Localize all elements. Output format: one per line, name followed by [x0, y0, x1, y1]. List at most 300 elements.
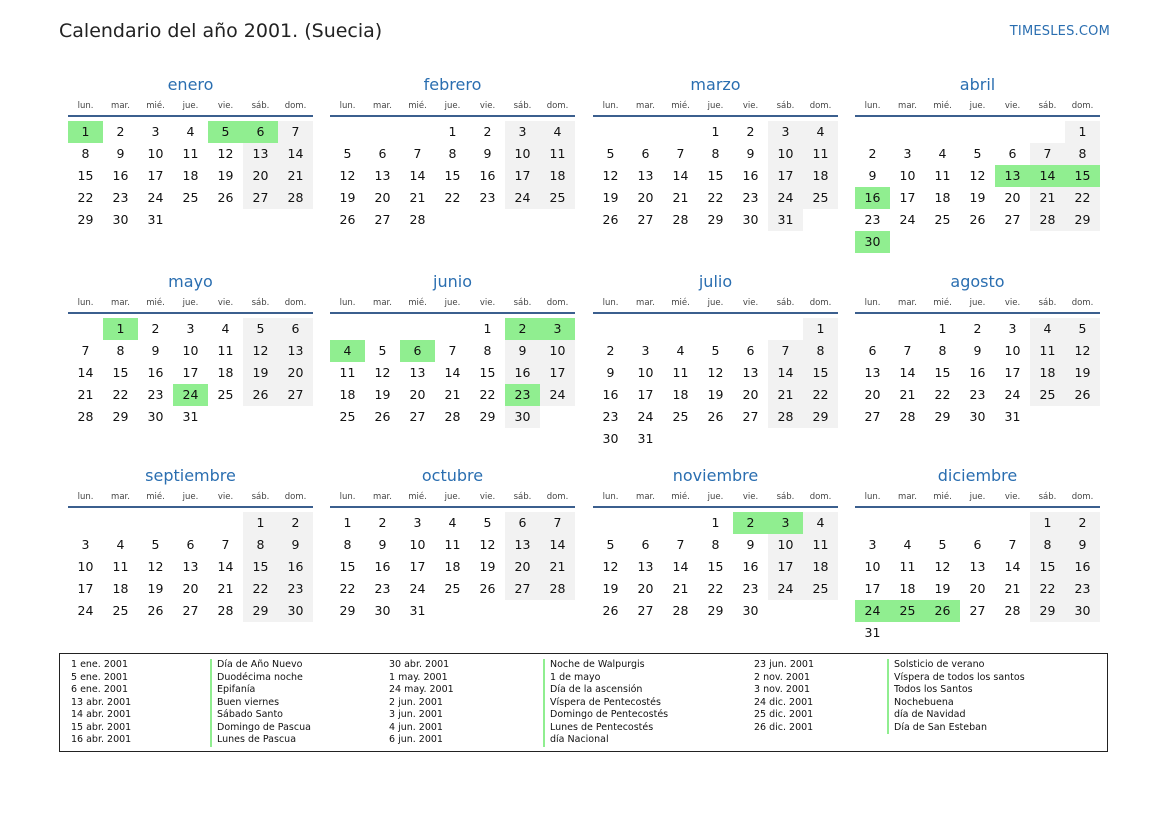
- day-cell[interactable]: 9: [868, 168, 877, 183]
- day-cell[interactable]: 2: [483, 124, 492, 139]
- day-cell[interactable]: 16: [742, 559, 759, 574]
- day-cell[interactable]: 2: [868, 146, 877, 161]
- day-cell[interactable]: 1: [1030, 512, 1065, 534]
- day-cell[interactable]: 7: [278, 121, 313, 143]
- day-cell[interactable]: 7: [81, 343, 90, 358]
- day-cell[interactable]: 17: [182, 365, 199, 380]
- day-cell[interactable]: 25: [803, 187, 838, 209]
- day-cell[interactable]: 27: [969, 603, 986, 618]
- day-cell[interactable]: 26: [707, 409, 724, 424]
- holiday-day-cell[interactable]: 5: [208, 121, 243, 143]
- day-cell[interactable]: 2: [1065, 512, 1100, 534]
- day-cell[interactable]: 20: [969, 581, 986, 596]
- day-cell[interactable]: 27: [182, 603, 199, 618]
- day-cell[interactable]: 6: [378, 146, 387, 161]
- day-cell[interactable]: 12: [707, 365, 724, 380]
- day-cell[interactable]: 23: [112, 190, 129, 205]
- day-cell[interactable]: 14: [768, 362, 803, 384]
- day-cell[interactable]: 29: [1030, 600, 1065, 622]
- day-cell[interactable]: 28: [77, 409, 94, 424]
- day-cell[interactable]: 10: [637, 365, 654, 380]
- day-cell[interactable]: 14: [77, 365, 94, 380]
- day-cell[interactable]: 22: [1030, 578, 1065, 600]
- day-cell[interactable]: 4: [1030, 318, 1065, 340]
- day-cell[interactable]: 21: [672, 190, 689, 205]
- day-cell[interactable]: 31: [182, 409, 199, 424]
- day-cell[interactable]: 23: [278, 578, 313, 600]
- day-cell[interactable]: 11: [444, 537, 461, 552]
- day-cell[interactable]: 6: [1008, 146, 1017, 161]
- day-cell[interactable]: 3: [768, 121, 803, 143]
- holiday-day-cell[interactable]: 24: [173, 384, 208, 406]
- day-cell[interactable]: 8: [1030, 534, 1065, 556]
- day-cell[interactable]: 12: [243, 340, 278, 362]
- day-cell[interactable]: 2: [116, 124, 125, 139]
- day-cell[interactable]: 1: [938, 321, 947, 336]
- day-cell[interactable]: 29: [339, 603, 356, 618]
- day-cell[interactable]: 22: [1065, 187, 1100, 209]
- holiday-day-cell[interactable]: 2: [733, 512, 768, 534]
- day-cell[interactable]: 5: [483, 515, 492, 530]
- day-cell[interactable]: 26: [243, 384, 278, 406]
- day-cell[interactable]: 31: [768, 209, 803, 231]
- day-cell[interactable]: 25: [672, 409, 689, 424]
- day-cell[interactable]: 12: [934, 559, 951, 574]
- holiday-day-cell[interactable]: 16: [855, 187, 890, 209]
- day-cell[interactable]: 30: [602, 431, 619, 446]
- day-cell[interactable]: 11: [899, 559, 916, 574]
- day-cell[interactable]: 4: [540, 121, 575, 143]
- day-cell[interactable]: 8: [243, 534, 278, 556]
- day-cell[interactable]: 17: [768, 165, 803, 187]
- day-cell[interactable]: 30: [112, 212, 129, 227]
- day-cell[interactable]: 25: [540, 187, 575, 209]
- day-cell[interactable]: 7: [768, 340, 803, 362]
- day-cell[interactable]: 14: [1004, 559, 1021, 574]
- day-cell[interactable]: 24: [77, 603, 94, 618]
- day-cell[interactable]: 23: [742, 581, 759, 596]
- day-cell[interactable]: 27: [742, 409, 759, 424]
- day-cell[interactable]: 25: [934, 212, 951, 227]
- holiday-day-cell[interactable]: 1: [103, 318, 138, 340]
- day-cell[interactable]: 11: [217, 343, 234, 358]
- day-cell[interactable]: 20: [182, 581, 199, 596]
- day-cell[interactable]: 4: [803, 512, 838, 534]
- holiday-day-cell[interactable]: 25: [890, 600, 925, 622]
- day-cell[interactable]: 17: [77, 581, 94, 596]
- day-cell[interactable]: 13: [637, 168, 654, 183]
- day-cell[interactable]: 24: [540, 384, 575, 406]
- day-cell[interactable]: 23: [147, 387, 164, 402]
- day-cell[interactable]: 18: [1030, 362, 1065, 384]
- day-cell[interactable]: 5: [973, 146, 982, 161]
- day-cell[interactable]: 23: [864, 212, 881, 227]
- day-cell[interactable]: 24: [637, 409, 654, 424]
- day-cell[interactable]: 28: [768, 406, 803, 428]
- day-cell[interactable]: 7: [903, 343, 912, 358]
- day-cell[interactable]: 2: [746, 124, 755, 139]
- day-cell[interactable]: 24: [768, 578, 803, 600]
- day-cell[interactable]: 29: [707, 212, 724, 227]
- day-cell[interactable]: 13: [182, 559, 199, 574]
- day-cell[interactable]: 14: [540, 534, 575, 556]
- day-cell[interactable]: 10: [77, 559, 94, 574]
- day-cell[interactable]: 7: [676, 146, 685, 161]
- day-cell[interactable]: 14: [278, 143, 313, 165]
- holiday-day-cell[interactable]: 26: [925, 600, 960, 622]
- day-cell[interactable]: 6: [641, 146, 650, 161]
- day-cell[interactable]: 22: [112, 387, 129, 402]
- day-cell[interactable]: 10: [864, 559, 881, 574]
- day-cell[interactable]: 29: [803, 406, 838, 428]
- day-cell[interactable]: 21: [899, 387, 916, 402]
- day-cell[interactable]: 4: [903, 537, 912, 552]
- day-cell[interactable]: 12: [969, 168, 986, 183]
- day-cell[interactable]: 27: [637, 212, 654, 227]
- day-cell[interactable]: 10: [1004, 343, 1021, 358]
- day-cell[interactable]: 20: [374, 190, 391, 205]
- day-cell[interactable]: 20: [1004, 190, 1021, 205]
- day-cell[interactable]: 29: [112, 409, 129, 424]
- day-cell[interactable]: 7: [1030, 143, 1065, 165]
- day-cell[interactable]: 28: [540, 578, 575, 600]
- day-cell[interactable]: 15: [112, 365, 129, 380]
- day-cell[interactable]: 16: [742, 168, 759, 183]
- day-cell[interactable]: 19: [602, 190, 619, 205]
- day-cell[interactable]: 3: [151, 124, 160, 139]
- day-cell[interactable]: 20: [409, 387, 426, 402]
- day-cell[interactable]: 11: [112, 559, 129, 574]
- day-cell[interactable]: 14: [672, 168, 689, 183]
- day-cell[interactable]: 1: [803, 318, 838, 340]
- day-cell[interactable]: 2: [973, 321, 982, 336]
- day-cell[interactable]: 16: [112, 168, 129, 183]
- day-cell[interactable]: 12: [374, 365, 391, 380]
- day-cell[interactable]: 8: [343, 537, 352, 552]
- day-cell[interactable]: 22: [707, 581, 724, 596]
- day-cell[interactable]: 6: [868, 343, 877, 358]
- day-cell[interactable]: 8: [1065, 143, 1100, 165]
- day-cell[interactable]: 17: [1004, 365, 1021, 380]
- day-cell[interactable]: 7: [448, 343, 457, 358]
- day-cell[interactable]: 30: [1065, 600, 1100, 622]
- day-cell[interactable]: 29: [707, 603, 724, 618]
- day-cell[interactable]: 28: [444, 409, 461, 424]
- day-cell[interactable]: 3: [505, 121, 540, 143]
- day-cell[interactable]: 23: [1065, 578, 1100, 600]
- day-cell[interactable]: 9: [973, 343, 982, 358]
- day-cell[interactable]: 4: [938, 146, 947, 161]
- day-cell[interactable]: 21: [1004, 581, 1021, 596]
- day-cell[interactable]: 14: [217, 559, 234, 574]
- day-cell[interactable]: 21: [1030, 187, 1065, 209]
- day-cell[interactable]: 19: [217, 168, 234, 183]
- day-cell[interactable]: 18: [803, 165, 838, 187]
- holiday-day-cell[interactable]: 2: [505, 318, 540, 340]
- day-cell[interactable]: 22: [934, 387, 951, 402]
- day-cell[interactable]: 3: [641, 343, 650, 358]
- day-cell[interactable]: 11: [540, 143, 575, 165]
- day-cell[interactable]: 12: [339, 168, 356, 183]
- day-cell[interactable]: 18: [934, 190, 951, 205]
- day-cell[interactable]: 26: [217, 190, 234, 205]
- day-cell[interactable]: 5: [1065, 318, 1100, 340]
- day-cell[interactable]: 31: [864, 625, 881, 640]
- day-cell[interactable]: 30: [505, 406, 540, 428]
- day-cell[interactable]: 18: [444, 559, 461, 574]
- day-cell[interactable]: 12: [479, 537, 496, 552]
- day-cell[interactable]: 30: [374, 603, 391, 618]
- day-cell[interactable]: 1: [711, 124, 720, 139]
- day-cell[interactable]: 18: [339, 387, 356, 402]
- day-cell[interactable]: 19: [339, 190, 356, 205]
- day-cell[interactable]: 29: [77, 212, 94, 227]
- holiday-day-cell[interactable]: 6: [400, 340, 435, 362]
- day-cell[interactable]: 28: [1004, 603, 1021, 618]
- day-cell[interactable]: 24: [409, 581, 426, 596]
- day-cell[interactable]: 18: [672, 387, 689, 402]
- day-cell[interactable]: 11: [672, 365, 689, 380]
- day-cell[interactable]: 13: [409, 365, 426, 380]
- day-cell[interactable]: 16: [1065, 556, 1100, 578]
- day-cell[interactable]: 12: [147, 559, 164, 574]
- day-cell[interactable]: 5: [606, 146, 615, 161]
- day-cell[interactable]: 4: [116, 537, 125, 552]
- day-cell[interactable]: 17: [899, 190, 916, 205]
- day-cell[interactable]: 30: [969, 409, 986, 424]
- day-cell[interactable]: 11: [803, 534, 838, 556]
- day-cell[interactable]: 16: [969, 365, 986, 380]
- day-cell[interactable]: 25: [182, 190, 199, 205]
- day-cell[interactable]: 13: [969, 559, 986, 574]
- day-cell[interactable]: 9: [1065, 534, 1100, 556]
- day-cell[interactable]: 21: [444, 387, 461, 402]
- day-cell[interactable]: 25: [112, 603, 129, 618]
- day-cell[interactable]: 5: [606, 537, 615, 552]
- day-cell[interactable]: 16: [278, 556, 313, 578]
- day-cell[interactable]: 10: [409, 537, 426, 552]
- day-cell[interactable]: 23: [969, 387, 986, 402]
- day-cell[interactable]: 28: [1030, 209, 1065, 231]
- day-cell[interactable]: 17: [147, 168, 164, 183]
- day-cell[interactable]: 3: [1008, 321, 1017, 336]
- day-cell[interactable]: 3: [413, 515, 422, 530]
- site-link[interactable]: TIMESLES.COM: [1009, 24, 1110, 39]
- day-cell[interactable]: 27: [374, 212, 391, 227]
- day-cell[interactable]: 8: [448, 146, 457, 161]
- day-cell[interactable]: 17: [409, 559, 426, 574]
- day-cell[interactable]: 19: [707, 387, 724, 402]
- day-cell[interactable]: 28: [409, 212, 426, 227]
- holiday-day-cell[interactable]: 30: [855, 231, 890, 253]
- day-cell[interactable]: 2: [278, 512, 313, 534]
- day-cell[interactable]: 17: [637, 387, 654, 402]
- holiday-day-cell[interactable]: 24: [855, 600, 890, 622]
- day-cell[interactable]: 12: [1065, 340, 1100, 362]
- day-cell[interactable]: 2: [151, 321, 160, 336]
- day-cell[interactable]: 24: [899, 212, 916, 227]
- day-cell[interactable]: 13: [505, 534, 540, 556]
- day-cell[interactable]: 27: [243, 187, 278, 209]
- day-cell[interactable]: 19: [243, 362, 278, 384]
- day-cell[interactable]: 18: [803, 556, 838, 578]
- day-cell[interactable]: 5: [378, 343, 387, 358]
- day-cell[interactable]: 11: [182, 146, 199, 161]
- holiday-day-cell[interactable]: 15: [1065, 165, 1100, 187]
- day-cell[interactable]: 26: [479, 581, 496, 596]
- day-cell[interactable]: 18: [899, 581, 916, 596]
- day-cell[interactable]: 20: [278, 362, 313, 384]
- day-cell[interactable]: 28: [278, 187, 313, 209]
- day-cell[interactable]: 29: [1065, 209, 1100, 231]
- day-cell[interactable]: 4: [186, 124, 195, 139]
- holiday-day-cell[interactable]: 23: [505, 384, 540, 406]
- day-cell[interactable]: 17: [540, 362, 575, 384]
- day-cell[interactable]: 28: [217, 603, 234, 618]
- day-cell[interactable]: 6: [641, 537, 650, 552]
- day-cell[interactable]: 20: [742, 387, 759, 402]
- day-cell[interactable]: 26: [602, 212, 619, 227]
- day-cell[interactable]: 22: [77, 190, 94, 205]
- day-cell[interactable]: 14: [444, 365, 461, 380]
- day-cell[interactable]: 15: [243, 556, 278, 578]
- day-cell[interactable]: 24: [147, 190, 164, 205]
- day-cell[interactable]: 19: [969, 190, 986, 205]
- day-cell[interactable]: 14: [672, 559, 689, 574]
- day-cell[interactable]: 23: [479, 190, 496, 205]
- day-cell[interactable]: 14: [899, 365, 916, 380]
- day-cell[interactable]: 8: [938, 343, 947, 358]
- day-cell[interactable]: 5: [343, 146, 352, 161]
- holiday-day-cell[interactable]: 13: [995, 165, 1030, 187]
- day-cell[interactable]: 7: [540, 512, 575, 534]
- day-cell[interactable]: 1: [448, 124, 457, 139]
- day-cell[interactable]: 27: [864, 409, 881, 424]
- day-cell[interactable]: 13: [374, 168, 391, 183]
- day-cell[interactable]: 8: [483, 343, 492, 358]
- day-cell[interactable]: 9: [746, 146, 755, 161]
- day-cell[interactable]: 16: [374, 559, 391, 574]
- day-cell[interactable]: 30: [278, 600, 313, 622]
- day-cell[interactable]: 10: [768, 143, 803, 165]
- day-cell[interactable]: 25: [444, 581, 461, 596]
- day-cell[interactable]: 6: [973, 537, 982, 552]
- day-cell[interactable]: 19: [1065, 362, 1100, 384]
- day-cell[interactable]: 18: [540, 165, 575, 187]
- day-cell[interactable]: 15: [444, 168, 461, 183]
- day-cell[interactable]: 26: [374, 409, 391, 424]
- day-cell[interactable]: 19: [479, 559, 496, 574]
- holiday-day-cell[interactable]: 14: [1030, 165, 1065, 187]
- day-cell[interactable]: 16: [602, 387, 619, 402]
- day-cell[interactable]: 28: [899, 409, 916, 424]
- day-cell[interactable]: 21: [768, 384, 803, 406]
- day-cell[interactable]: 1: [243, 512, 278, 534]
- day-cell[interactable]: 22: [803, 384, 838, 406]
- day-cell[interactable]: 27: [637, 603, 654, 618]
- day-cell[interactable]: 13: [742, 365, 759, 380]
- day-cell[interactable]: 21: [672, 581, 689, 596]
- day-cell[interactable]: 10: [147, 146, 164, 161]
- day-cell[interactable]: 22: [707, 190, 724, 205]
- day-cell[interactable]: 16: [505, 362, 540, 384]
- day-cell[interactable]: 26: [1065, 384, 1100, 406]
- day-cell[interactable]: 22: [444, 190, 461, 205]
- day-cell[interactable]: 31: [147, 212, 164, 227]
- day-cell[interactable]: 28: [672, 603, 689, 618]
- day-cell[interactable]: 25: [803, 578, 838, 600]
- day-cell[interactable]: 21: [540, 556, 575, 578]
- day-cell[interactable]: 11: [1030, 340, 1065, 362]
- day-cell[interactable]: 1: [1065, 121, 1100, 143]
- day-cell[interactable]: 17: [864, 581, 881, 596]
- day-cell[interactable]: 15: [479, 365, 496, 380]
- day-cell[interactable]: 29: [934, 409, 951, 424]
- day-cell[interactable]: 28: [672, 212, 689, 227]
- day-cell[interactable]: 10: [540, 340, 575, 362]
- day-cell[interactable]: 11: [803, 143, 838, 165]
- day-cell[interactable]: 1: [483, 321, 492, 336]
- day-cell[interactable]: 15: [707, 559, 724, 574]
- day-cell[interactable]: 15: [707, 168, 724, 183]
- holiday-day-cell[interactable]: 3: [540, 318, 575, 340]
- day-cell[interactable]: 14: [409, 168, 426, 183]
- day-cell[interactable]: 25: [339, 409, 356, 424]
- day-cell[interactable]: 23: [374, 581, 391, 596]
- day-cell[interactable]: 3: [186, 321, 195, 336]
- day-cell[interactable]: 18: [182, 168, 199, 183]
- day-cell[interactable]: 9: [151, 343, 160, 358]
- day-cell[interactable]: 20: [864, 387, 881, 402]
- holiday-day-cell[interactable]: 3: [768, 512, 803, 534]
- day-cell[interactable]: 30: [147, 409, 164, 424]
- day-cell[interactable]: 13: [864, 365, 881, 380]
- day-cell[interactable]: 8: [711, 537, 720, 552]
- day-cell[interactable]: 13: [243, 143, 278, 165]
- day-cell[interactable]: 10: [182, 343, 199, 358]
- day-cell[interactable]: 29: [243, 600, 278, 622]
- day-cell[interactable]: 7: [1008, 537, 1017, 552]
- day-cell[interactable]: 9: [505, 340, 540, 362]
- day-cell[interactable]: 19: [374, 387, 391, 402]
- day-cell[interactable]: 27: [409, 409, 426, 424]
- day-cell[interactable]: 24: [768, 187, 803, 209]
- day-cell[interactable]: 4: [676, 343, 685, 358]
- day-cell[interactable]: 8: [81, 146, 90, 161]
- day-cell[interactable]: 12: [602, 168, 619, 183]
- day-cell[interactable]: 10: [899, 168, 916, 183]
- day-cell[interactable]: 26: [339, 212, 356, 227]
- day-cell[interactable]: 15: [934, 365, 951, 380]
- day-cell[interactable]: 20: [637, 190, 654, 205]
- day-cell[interactable]: 16: [147, 365, 164, 380]
- day-cell[interactable]: 1: [711, 515, 720, 530]
- day-cell[interactable]: 23: [602, 409, 619, 424]
- day-cell[interactable]: 3: [903, 146, 912, 161]
- day-cell[interactable]: 6: [278, 318, 313, 340]
- holiday-day-cell[interactable]: 4: [330, 340, 365, 362]
- day-cell[interactable]: 21: [77, 387, 94, 402]
- day-cell[interactable]: 20: [505, 556, 540, 578]
- day-cell[interactable]: 11: [339, 365, 356, 380]
- day-cell[interactable]: 17: [505, 165, 540, 187]
- day-cell[interactable]: 4: [448, 515, 457, 530]
- day-cell[interactable]: 24: [1004, 387, 1021, 402]
- day-cell[interactable]: 31: [637, 431, 654, 446]
- day-cell[interactable]: 3: [81, 537, 90, 552]
- day-cell[interactable]: 26: [147, 603, 164, 618]
- day-cell[interactable]: 15: [77, 168, 94, 183]
